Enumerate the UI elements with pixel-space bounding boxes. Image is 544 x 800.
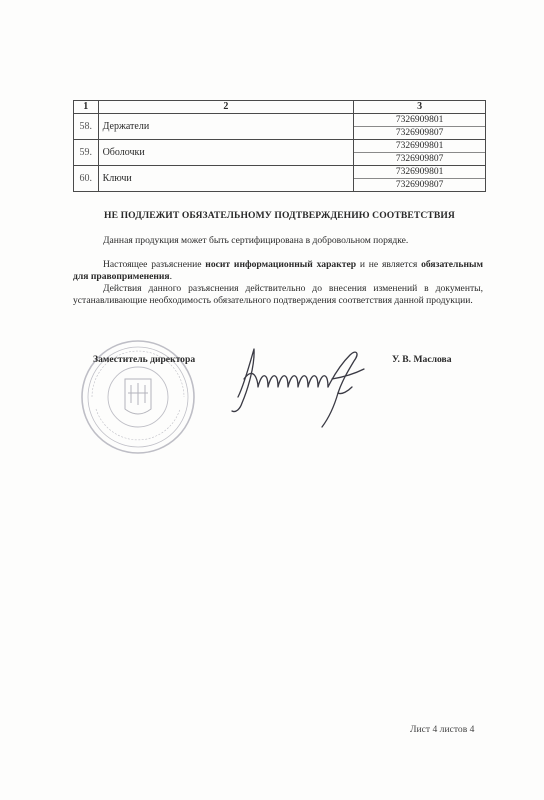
header-col-1: 1 xyxy=(74,101,99,114)
header-col-2: 2 xyxy=(98,101,354,114)
sheet-number: Лист 4 листов 4 xyxy=(410,724,475,735)
product-codes-table xyxy=(73,100,486,192)
tnved-code: 7326909801 xyxy=(395,141,444,151)
header-col-3: 3 xyxy=(354,101,486,114)
row-number: 60. xyxy=(74,166,99,192)
row-number: 58. xyxy=(74,114,99,140)
paragraph-text: . xyxy=(169,271,173,282)
tnved-codes xyxy=(354,166,486,192)
paragraph-bold-text: обязательным для правоприменения xyxy=(73,259,483,282)
tnved-code: 7326909807 xyxy=(354,178,485,191)
paragraph-text: Данная продукция может быть сертифицирована в добровольном порядке. xyxy=(103,235,409,246)
tnved-code: 7326909801 xyxy=(395,115,444,125)
tnved-code: 7326909807 xyxy=(354,126,485,139)
signatory-name: У. В. Маслова xyxy=(392,354,452,365)
informational-character-paragraph xyxy=(73,259,483,283)
table-header-row xyxy=(74,101,486,114)
row-number: 59. xyxy=(74,140,99,166)
table-row xyxy=(74,140,486,166)
handwritten-signature-icon xyxy=(224,335,384,430)
voluntary-certification-paragraph xyxy=(73,235,483,247)
product-name: Ключи xyxy=(98,166,354,192)
product-name: Держатели xyxy=(98,114,354,140)
paragraph-bold-text: носит информационный характер xyxy=(205,259,357,270)
notice-heading: НЕ ПОДЛЕЖИТ ОБЯЗАТЕЛЬНОМУ ПОДТВЕРЖДЕНИЮ СООТВЕТСТВИЯ xyxy=(104,210,455,221)
paragraph-text: и не является xyxy=(356,259,422,270)
tnved-code: 7326909801 xyxy=(395,167,444,177)
signatory-title: Заместитель директора xyxy=(93,354,196,365)
paragraph-text: Настоящее разъяснение xyxy=(103,259,206,270)
tnved-codes xyxy=(354,140,486,166)
table-row xyxy=(74,166,486,192)
validity-paragraph xyxy=(73,283,483,307)
tnved-code: 7326909807 xyxy=(354,152,485,165)
paragraph-text: Действия данного разъяснения действительно до внесения изменений в документы, устанавливающие необходимость обязательного подтверждения соответствия данной продукции. xyxy=(73,283,483,306)
tnved-codes xyxy=(354,114,486,140)
product-name: Оболочки xyxy=(98,140,354,166)
table-row xyxy=(74,114,486,140)
